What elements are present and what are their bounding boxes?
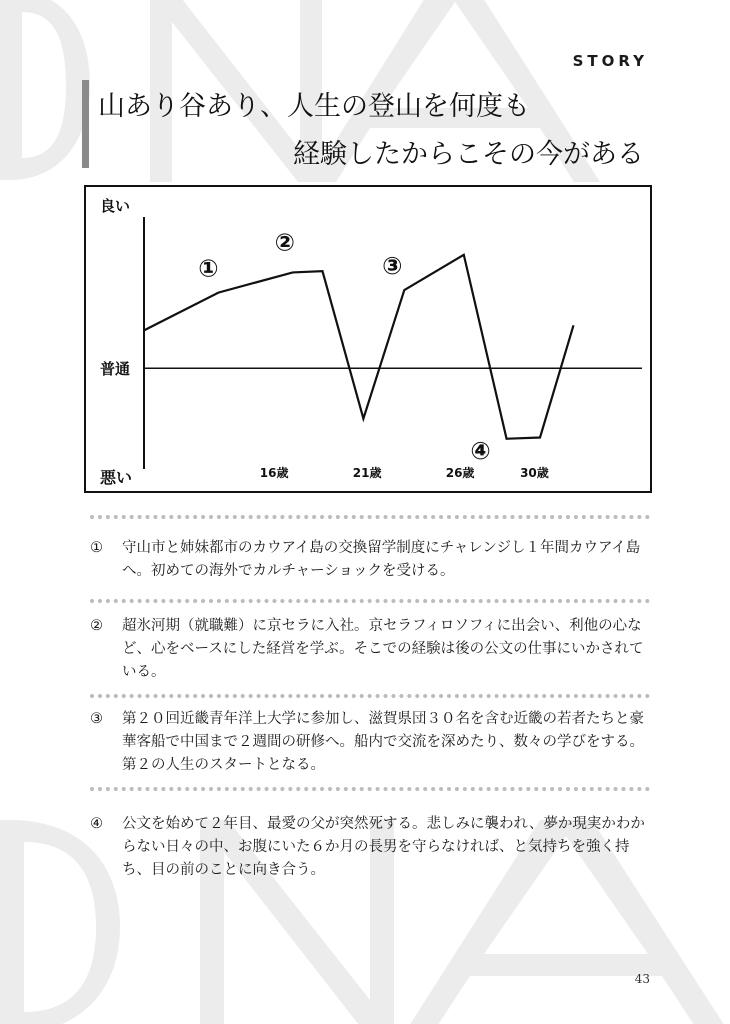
story-item: [90, 708, 650, 777]
story-items: [90, 515, 650, 892]
annotation-marker: ④: [470, 436, 491, 465]
section-label: STORY: [572, 52, 648, 70]
story-item: [90, 813, 650, 882]
life-chart-svg: [86, 187, 650, 491]
annotation-marker: ③: [382, 252, 403, 281]
annotation-marker: ①: [198, 254, 219, 283]
x-tick-label: 30歳: [520, 466, 549, 480]
story-item: [90, 615, 650, 684]
page-number: 43: [634, 972, 650, 986]
life-chart: [84, 185, 652, 493]
item-text: 第２０回近畿青年洋上大学に参加し、滋賀県団３０名を含む近畿の若者たちと豪華客船で中国まで２週間の研修へ。船内で交流を深めたり、数々の学びをする。第２の人生のスタートとなる。: [122, 711, 644, 773]
dotted-divider: [90, 694, 650, 698]
x-tick-label: 16歳: [259, 466, 289, 480]
y-label-bad: 悪い: [100, 468, 133, 487]
story-item: [90, 537, 650, 583]
dotted-divider: [90, 599, 650, 603]
y-label-normal: 普通: [100, 360, 131, 379]
item-number: ④: [90, 816, 103, 832]
page-title-line1: 山あり谷あり、人生の登山を何度も: [98, 91, 530, 122]
dotted-divider: [90, 515, 650, 519]
item-number: ③: [90, 711, 103, 727]
item-number: ①: [90, 540, 103, 556]
x-tick-label: 21歳: [352, 466, 382, 480]
item-text: 守山市と姉妹都市のカウアイ島の交換留学制度にチャレンジし１年間カウアイ島へ。初めての海外でカルチャーショックを受ける。: [122, 540, 641, 579]
item-text: 公文を始めて２年目、最愛の父が突然死する。悲しみに襲われ、夢か現実かわからない日々の中、お腹にいた６か月の長男を守らなければ、と気持ちを強く持ち、目の前のことに向き合う。: [122, 816, 645, 878]
page-title-line2: 経験したからこその今がある: [293, 139, 644, 170]
item-number: ②: [90, 618, 103, 634]
x-tick-label: 26歳: [445, 466, 475, 480]
dotted-divider: [90, 787, 650, 791]
title-accent-bar: [82, 80, 89, 168]
item-text: 超氷河期（就職難）に京セラに入社。京セラフィロソフィに出会い、利他の心など、心をベースにした経営を学ぶ。そこでの経験は後の公文の仕事にいかされている。: [122, 618, 644, 680]
y-label-good: 良い: [100, 197, 131, 215]
annotation-marker: ②: [274, 228, 295, 257]
